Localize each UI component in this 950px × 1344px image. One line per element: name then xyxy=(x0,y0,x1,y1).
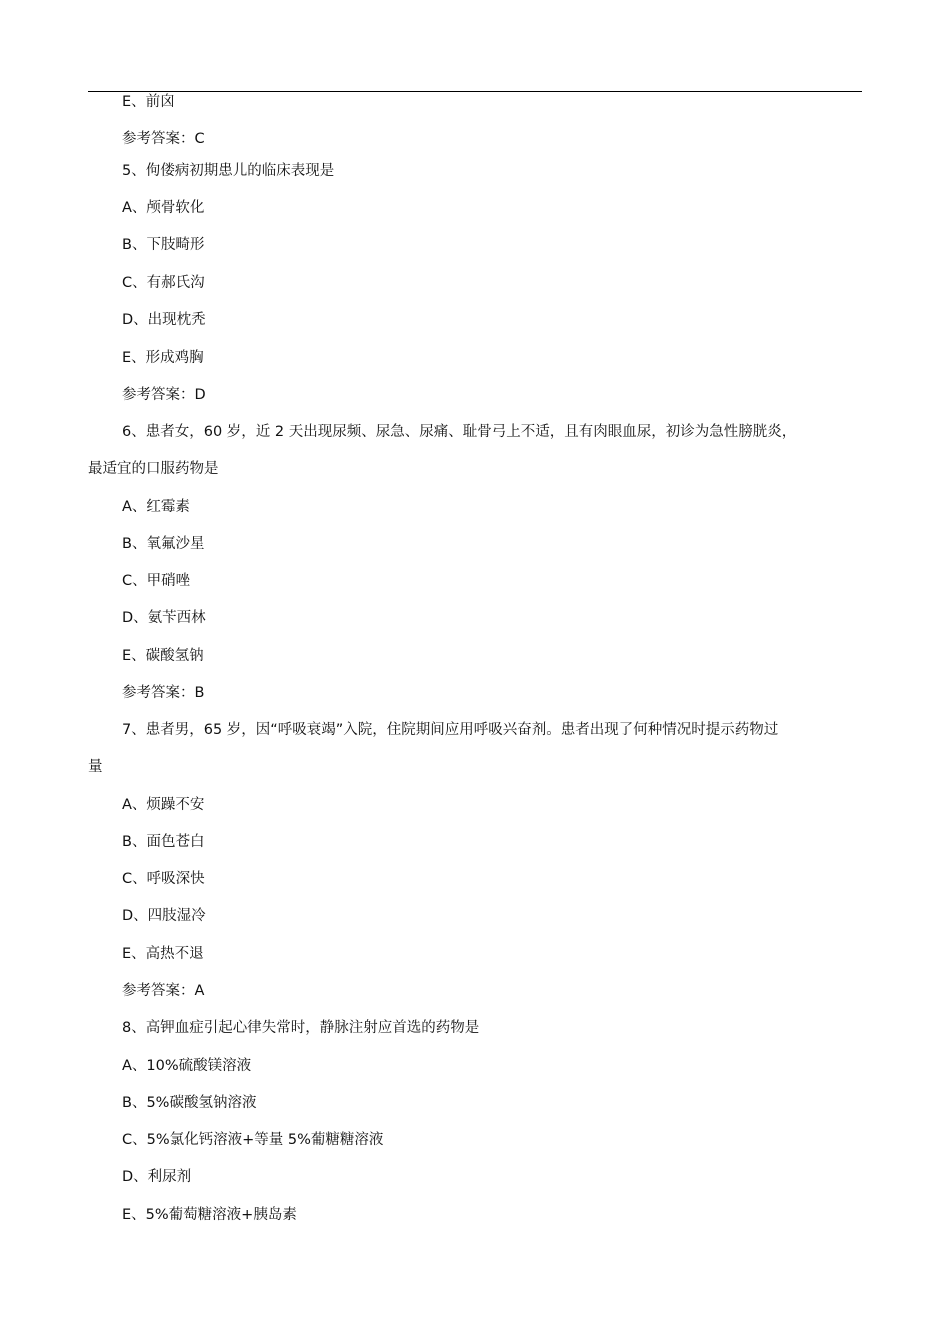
question-stem: 5、佝偻病初期患儿的临床表现是 xyxy=(122,163,335,179)
question-stem-continued: 量 xyxy=(88,759,103,775)
question-stem: 8、高钾血症引起心律失常时，静脉注射应首选的药物是 xyxy=(122,1020,480,1036)
option-b: B、面色苍白 xyxy=(122,834,205,850)
option-d: D、四肢湿冷 xyxy=(122,908,206,924)
option-d: D、氨苄西林 xyxy=(122,610,206,626)
option-e: E、高热不退 xyxy=(122,946,204,962)
answer: 参考答案：A xyxy=(122,983,205,999)
question-stem: 7、患者男，65 岁，因“呼吸衰竭”入院，住院期间应用呼吸兴奋剂。患者出现了何种情况时提示药物过 xyxy=(122,722,779,738)
option-b: B、下肢畸形 xyxy=(122,237,205,253)
option-e: E、5%葡萄糖溶液+胰岛素 xyxy=(122,1207,297,1223)
option-c: C、有郝氏沟 xyxy=(122,275,205,291)
option-c: C、呼吸深快 xyxy=(122,871,205,887)
option-e: E、碳酸氢钠 xyxy=(122,648,204,664)
option-e: E、前囟 xyxy=(122,94,175,110)
option-a: A、10%硫酸镁溶液 xyxy=(122,1058,252,1074)
question-stem: 6、患者女，60 岁，近 2 天出现尿频、尿急、尿痛、耻骨弓上不适，且有肉眼血尿，初诊为急性膀胱炎， xyxy=(122,424,797,440)
answer: 参考答案：B xyxy=(122,685,205,701)
question-stem-continued: 最适宜的口服药物是 xyxy=(88,461,219,477)
option-e: E、形成鸡胸 xyxy=(122,350,204,366)
answer: 参考答案：C xyxy=(122,131,205,147)
option-c: C、甲硝唑 xyxy=(122,573,191,589)
option-b: B、氧氟沙星 xyxy=(122,536,205,552)
header-rule xyxy=(88,91,862,92)
option-a: A、烦躁不安 xyxy=(122,797,205,813)
option-c: C、5%氯化钙溶液+等量 5%葡糖糖溶液 xyxy=(122,1132,384,1148)
option-a: A、颅骨软化 xyxy=(122,200,205,216)
answer: 参考答案：D xyxy=(122,387,206,403)
option-b: B、5%碳酸氢钠溶液 xyxy=(122,1095,257,1111)
option-d: D、利尿剂 xyxy=(122,1169,192,1185)
option-a: A、红霉素 xyxy=(122,499,190,515)
option-d: D、出现枕秃 xyxy=(122,312,206,328)
